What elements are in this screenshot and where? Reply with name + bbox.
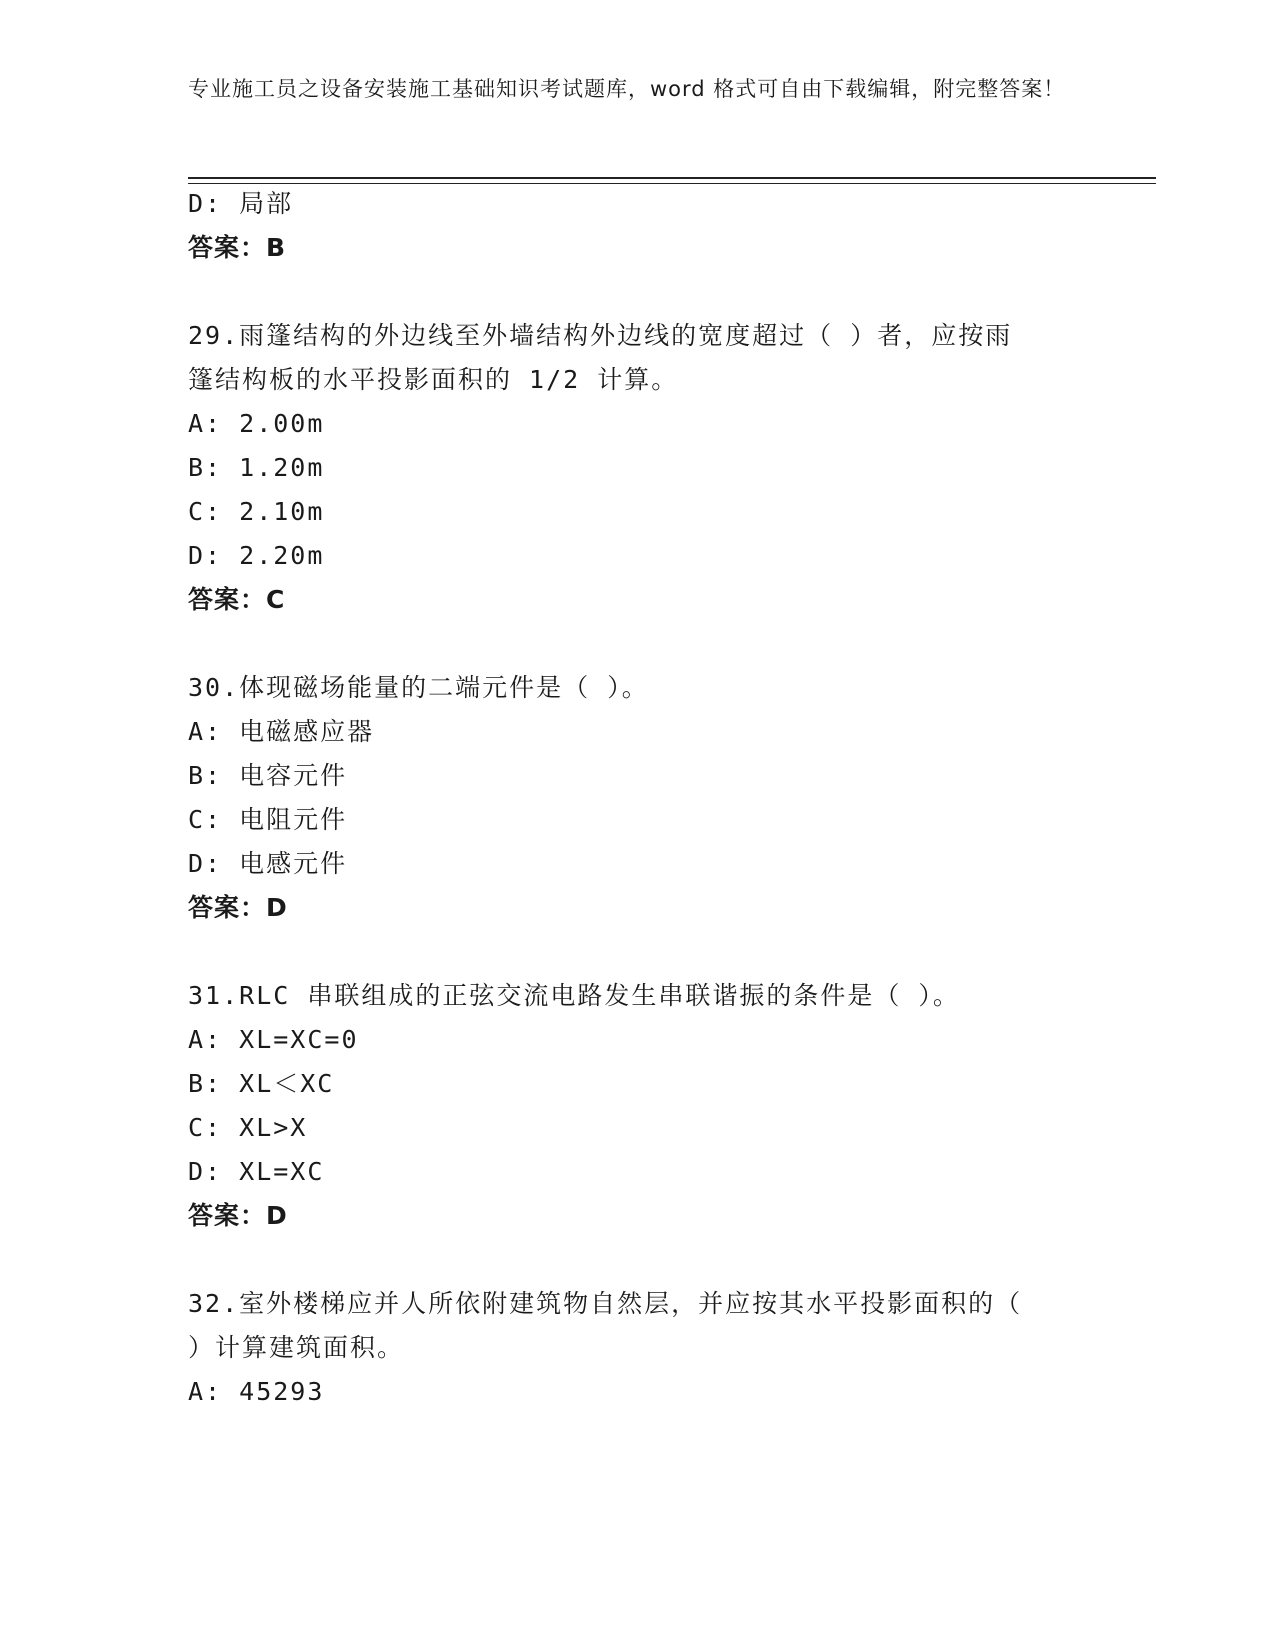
header-divider-thin [188, 183, 1156, 184]
q32-stem-line1: 32.室外楼梯应并人所依附建筑物自然层，并应按其水平投影面积的（ [188, 1289, 1023, 1318]
document-header: 专业施工员之设备安装施工基础知识考试题库，word 格式可自由下载编辑，附完整答案！ [188, 77, 1066, 101]
q29-answer: 答案：C [188, 585, 286, 614]
q31-option-a: A: XL=XC=0 [188, 1025, 359, 1054]
q29-option-a: A: 2.00m [188, 409, 325, 438]
prev-question-option-d: D: 局部 [188, 189, 294, 218]
q31-option-d: D: XL=XC [188, 1157, 325, 1186]
q30-option-c: C: 电阻元件 [188, 805, 348, 834]
q32-stem-line2: ）计算建筑面积。 [188, 1333, 405, 1362]
q29-stem-line2: 篷结构板的水平投影面积的 1/2 计算。 [188, 365, 679, 394]
header-divider-thick [188, 177, 1156, 179]
q30-answer: 答案：D [188, 893, 288, 922]
q30-option-b: B: 电容元件 [188, 761, 348, 790]
q30-option-a: A: 电磁感应器 [188, 717, 375, 746]
q29-stem-line1: 29.雨篷结构的外边线至外墙结构外边线的宽度超过（ ）者，应按雨 [188, 321, 1013, 350]
q30-option-d: D: 电感元件 [188, 849, 348, 878]
q31-option-c: C: XL>X [188, 1113, 308, 1142]
q31-option-b: B: XL＜XC [188, 1069, 335, 1098]
q31-answer: 答案：D [188, 1201, 288, 1230]
q30-stem: 30.体现磁场能量的二端元件是（ ）。 [188, 673, 649, 702]
q29-option-b: B: 1.20m [188, 453, 325, 482]
q29-option-d: D: 2.20m [188, 541, 325, 570]
q29-option-c: C: 2.10m [188, 497, 325, 526]
q32-option-a: A: 45293 [188, 1377, 325, 1406]
q31-stem: 31.RLC 串联组成的正弦交流电路发生串联谐振的条件是（ ）。 [188, 981, 960, 1010]
prev-question-answer: 答案：B [188, 233, 287, 262]
